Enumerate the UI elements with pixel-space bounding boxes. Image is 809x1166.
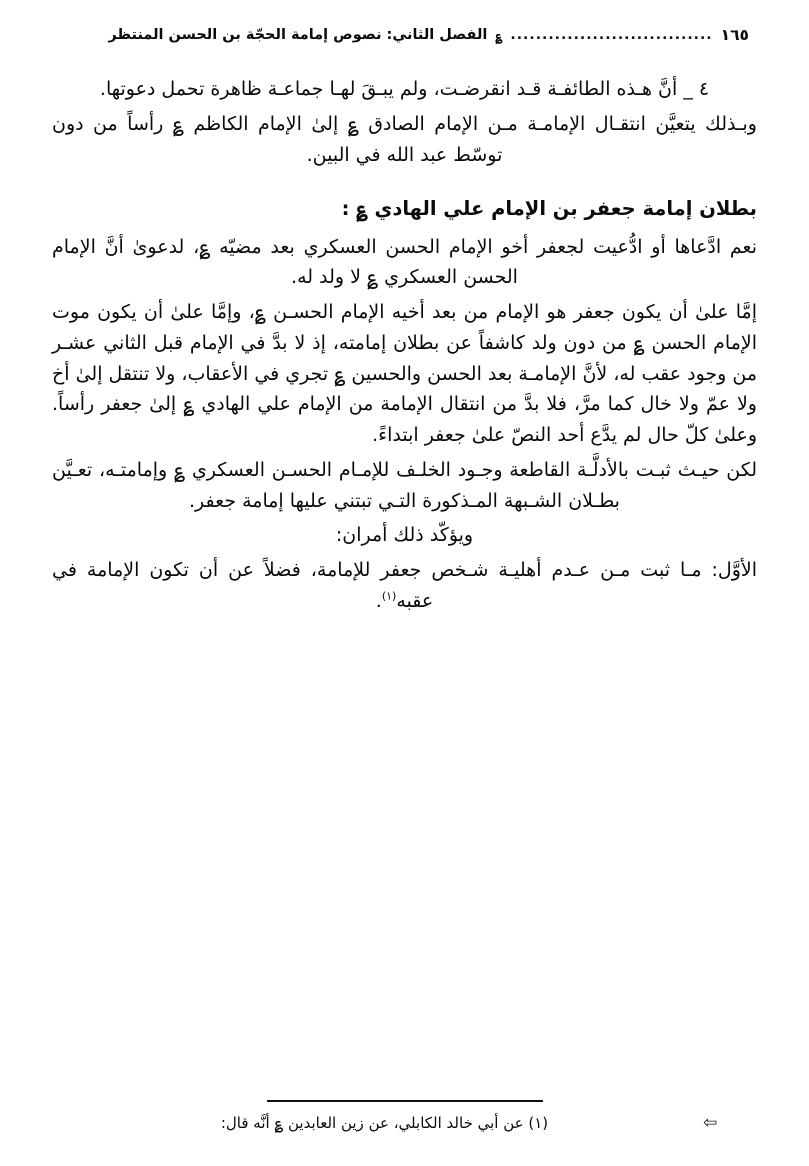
paragraph-4: إمَّا علىٰ أن يكون جعفر هو الإمام من بعد أخيه الإمام الحسـن ؏، وإمَّا علىٰ أن يكون موت الإمام الحسن ؏ من دون ولد كاشفاً عن بطلان إمامته، إذ لا بدَّ في الإمام قبل الثاني عشـر من وجود عقب له، لأنَّ الإمامـة بعد الحسن والحسين ؏ تجري في الأعقاب، ولا تنتقل إلىٰ أخ ولا عمّ ولا خال كما مرَّ، فلا بدَّ من انتقال الإمامة من الإمام علي الهادي ؏ إلىٰ جعفر رأساً. وعلىٰ كلّ حال لم يدَّع أحد النصّ علىٰ جعفر ابتداءً. <box>52 301 757 447</box>
page-number: ١٦٥ <box>720 26 749 44</box>
footnote-area <box>52 1100 757 1149</box>
paragraph-2: وبـذلك يتعيَّن انتقـال الإمامـة مـن الإمام الصادق ؏ إلىٰ الإمام الكاظم ؏ رأساً من دون توسّط عبد الله في البين. <box>52 112 757 166</box>
paragraph-5: لكن حيـث ثبـت بالأدلَّـة القاطعة وجـود الخلـف للإمـام الحسـن العسكري ؏ وإمامتـه، تعـيَّن بطـلان الشـبهة المـذكورة التـي تبتني عليها إمامة جعفر. <box>52 458 757 512</box>
paragraph-3: نعم ادَّعاها أو ادُّعيت لجعفر أخو الإمام الحسن العسكري بعد مضيّه ؏، لدعوىٰ أنَّ الإمام الحسن العسكري ؏ لا ولد له. <box>52 235 757 289</box>
paragraph-7 <box>52 555 757 617</box>
paragraph-7-text: الأوَّل: مـا ثبت مـن عـدم أهليـة شـخص جعفر للإمامة، فضلاً عن أن تكون الإمامة في عقبه <box>52 559 757 612</box>
section-heading: بطلان إمامة جعفر بن الإمام علي الهادي ؏ : <box>341 197 757 221</box>
footnote-marker[interactable]: (١) <box>381 589 397 603</box>
paragraph-7-tail: . <box>375 589 382 612</box>
paragraph-1: ٤ _ أنَّ هـذه الطائفـة قـد انقرضـت، ولم يبـقَ لهـا جماعـة ظاهرة تحمل دعوتها. <box>99 78 710 100</box>
continuation-arrow-icon: ⇦ <box>703 1112 718 1133</box>
paragraph-6: ويؤكّد ذلك أمران: <box>335 524 474 547</box>
header-dot-leader: ................................ <box>510 27 713 43</box>
honorific-symbol-icon: ؏ <box>495 29 503 43</box>
footnote-text: (١) عن أبي خالد الكابلي، عن زين العابدين ؏ أنَّه قال: <box>220 1113 549 1132</box>
footnote-divider <box>267 1100 543 1102</box>
header-chapter-title: الفصل الثاني: نصوص إمامة الحجّة بن الحسن المنتظر <box>108 27 488 43</box>
footnote-row <box>52 1112 757 1135</box>
page-body <box>52 74 757 1100</box>
page-header <box>52 26 757 48</box>
